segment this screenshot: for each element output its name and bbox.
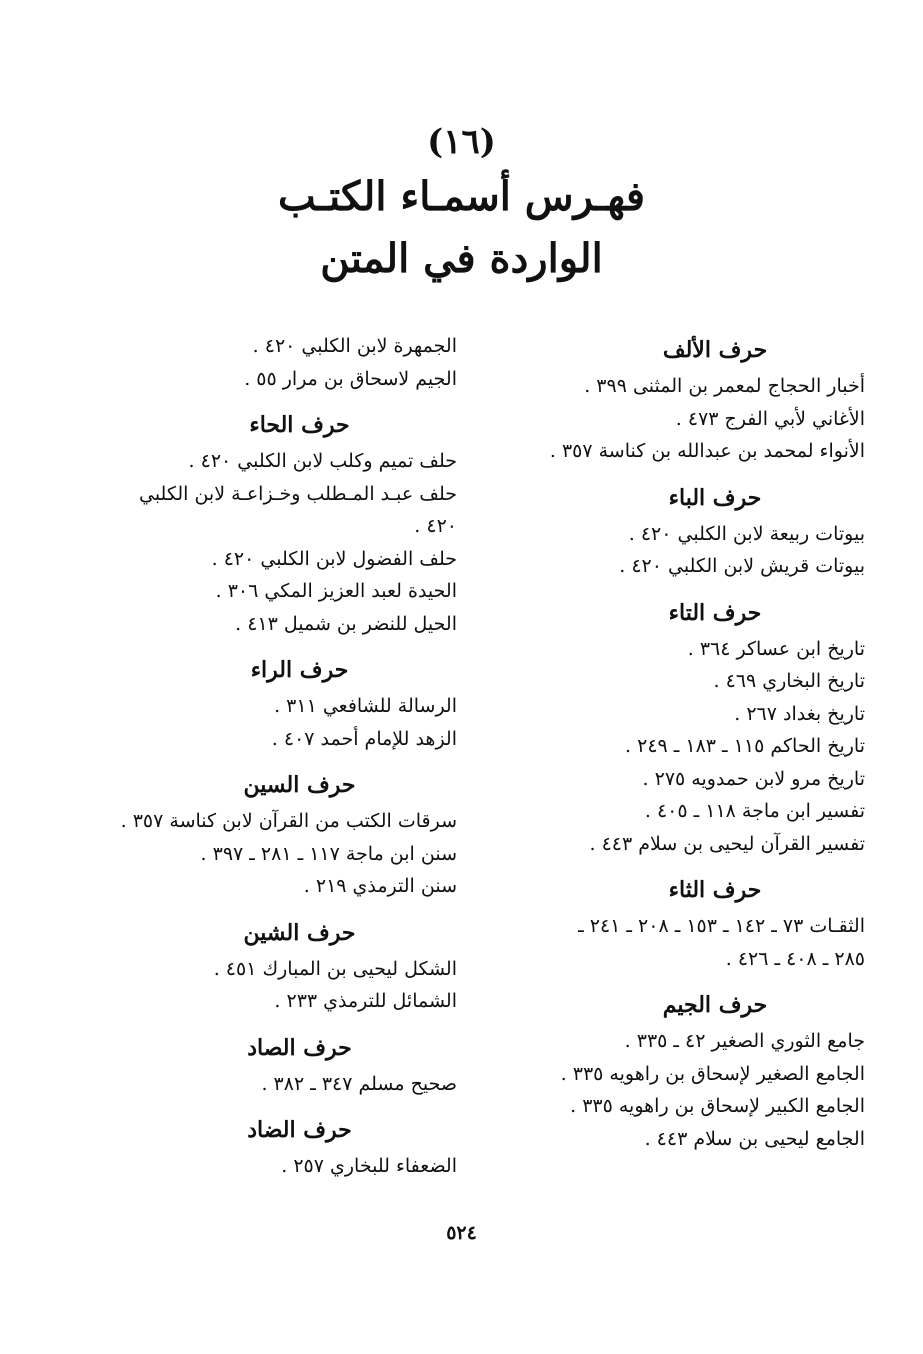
index-entry: بيوتات ربيعة لابن الكلبي ٤٢٠ .	[628, 522, 865, 545]
index-entry: ٤٢٠ .	[414, 515, 457, 537]
index-entry: تفسير ابن ماجة ١١٨ ـ ٤٠٥ .	[644, 800, 865, 822]
index-section	[505, 478, 865, 593]
index-section	[505, 330, 865, 478]
left-column	[52, 330, 457, 1183]
index-entry: جامع الثوري الصغير ٤٢ ـ ٣٣٥ .	[624, 1030, 865, 1052]
index-section	[52, 650, 457, 765]
index-entry: الشكل ليحيى بن المبارك ٤٥١ .	[213, 957, 457, 980]
index-entry: الرسالة للشافعي ٣١١ .	[274, 695, 457, 717]
section-heading: حرف الثاء	[668, 877, 762, 903]
index-section	[52, 765, 457, 913]
index-entry: أخبار الحجاج لمعمر بن المثنى ٣٩٩ .	[584, 375, 865, 397]
page-title-line-2: الواردة في المتن	[320, 235, 603, 282]
index-entry: تاريخ بغداد ٢٦٧ .	[734, 702, 865, 725]
page-title-line-1: فهـرس أسمـاء الكتـب	[278, 173, 645, 220]
index-entry: تاريخ الحاكم ١١٥ ـ ١٨٣ ـ ٢٤٩ .	[625, 735, 865, 757]
index-entry: الشمائل للترمذي ٢٣٣ .	[274, 990, 457, 1012]
index-entry: صحيح مسلم ٣٤٧ ـ ٣٨٢ .	[261, 1072, 457, 1095]
index-entry: سرقات الكتب من القرآن لابن كناسة ٣٥٧ .	[120, 810, 457, 832]
section-heading: حرف التاء	[668, 599, 762, 626]
section-heading: حرف الضاد	[247, 1117, 352, 1143]
index-entry: الجامع الصغير لإسحاق بن راهويه ٣٣٥ .	[560, 1062, 865, 1085]
index-entry: تاريخ مرو لابن حمدويه ٢٧٥ .	[642, 767, 865, 790]
section-heading: حرف الجيم	[662, 992, 768, 1018]
index-entry: حلف الفضول لابن الكلبي ٤٢٠ .	[211, 547, 457, 570]
index-entry: الثقـات ٧٣ ـ ١٤٢ ـ ١٥٣ ـ ٢٠٨ ـ ٢٤١ ـ	[578, 915, 865, 937]
index-section	[52, 913, 457, 1028]
index-entry: الزهد للإمام أحمد ٤٠٧ .	[271, 727, 457, 750]
index-section	[505, 870, 865, 985]
index-entry: سنن ابن ماجة ١١٧ ـ ٢٨١ ـ ٣٩٧ .	[200, 842, 457, 865]
index-section	[52, 1110, 457, 1183]
index-entry: سنن الترمذي ٢١٩ .	[303, 875, 457, 897]
section-heading: حرف الألف	[662, 337, 768, 363]
index-entry: تاريخ ابن عساكر ٣٦٤ .	[687, 637, 865, 660]
page-header	[0, 118, 923, 290]
index-section	[52, 405, 457, 650]
index-entry: الجمهرة لابن الكلبي ٤٢٠ .	[252, 335, 457, 357]
index-entry: الحيدة لعبد العزيز المكي ٣٠٦ .	[215, 580, 457, 602]
chapter-number: (١٦)	[427, 122, 496, 162]
index-entry: الجامع الكبير لإسحاق بن راهويه ٣٣٥ .	[570, 1095, 865, 1117]
index-entry: الضعفاء للبخاري ٢٥٧ .	[281, 1155, 457, 1177]
index-entry: الجامع ليحيى بن سلام ٤٤٣ .	[644, 1127, 865, 1150]
index-section	[505, 985, 865, 1155]
index-section	[52, 1028, 457, 1111]
index-entry: ٢٨٥ ـ ٤٠٨ ـ ٤٢٦ .	[725, 947, 865, 970]
section-heading: حرف الصاد	[247, 1034, 352, 1061]
index-entry: تاريخ البخاري ٤٦٩ .	[713, 670, 865, 692]
index-section	[52, 330, 457, 405]
index-entry: الحيل للنضر بن شميل ٤١٣ .	[235, 612, 457, 635]
index-section	[505, 593, 865, 871]
index-entry: الجيم لاسحاق بن مرار ٥٥ .	[244, 367, 457, 390]
section-heading: حرف الشين	[243, 919, 356, 946]
section-heading: حرف السين	[243, 772, 356, 798]
index-entry: حلف تميم وكلب لابن الكلبي ٤٢٠ .	[188, 450, 457, 472]
section-heading: حرف الباء	[668, 484, 762, 511]
index-entry: تفسير القرآن ليحيى بن سلام ٤٤٣ .	[589, 832, 865, 855]
section-heading: حرف الراء	[250, 657, 349, 683]
index-entry: الأنواء لمحمد بن عبدالله بن كناسة ٣٥٧ .	[549, 440, 865, 462]
index-entry: بيوتات قريش لابن الكلبي ٤٢٠ .	[619, 555, 865, 577]
page-number: ٥٢٤	[446, 1222, 477, 1244]
index-entry: الأغاني لأبي الفرج ٤٧٣ .	[675, 407, 865, 430]
right-column	[505, 330, 865, 1155]
index-entry: حلف عبـد المـطلب وخـزاعـة لابن الكلبي	[138, 482, 457, 505]
section-heading: حرف الحاء	[249, 412, 350, 438]
